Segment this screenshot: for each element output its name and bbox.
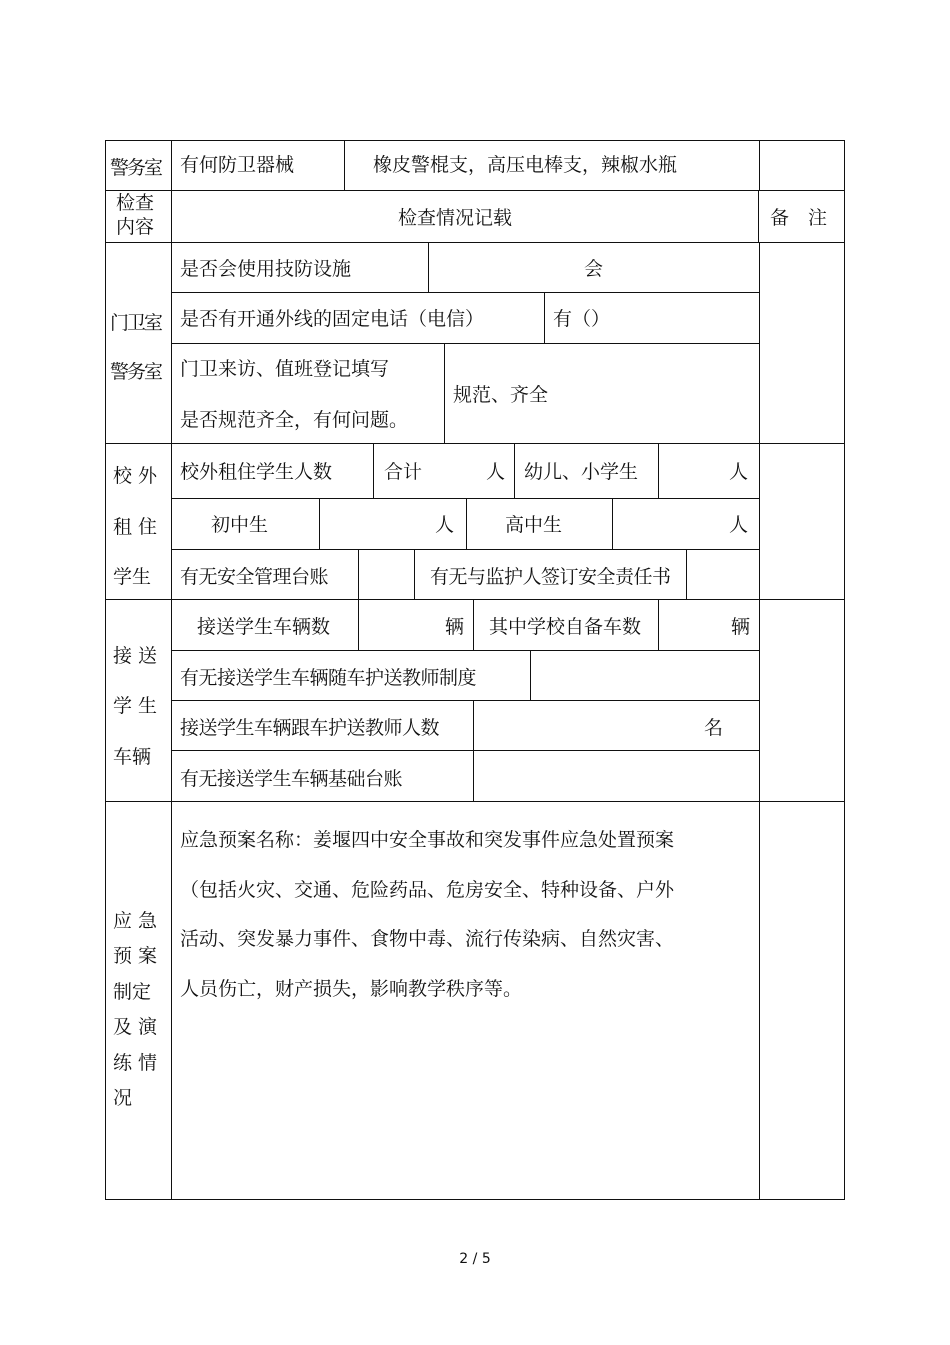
label-vehicles-line2: 学 生 (113, 695, 158, 717)
col-line (530, 650, 531, 701)
label-vehicles-line3: 车辆 (113, 746, 152, 768)
header-record: 检查情况记载 (398, 207, 513, 229)
col-line (344, 140, 345, 191)
label-police-room: 警务室 (110, 157, 162, 179)
label-offcampus-line3: 学生 (113, 566, 152, 588)
offcampus-primary-unit: 人 (729, 461, 749, 483)
row-line (105, 242, 845, 243)
question-escort-teacher-count: 接送学生车辆跟车护送教师人数 (180, 717, 440, 739)
offcampus-senior-label: 高中生 (505, 514, 563, 536)
subrow-line (172, 650, 759, 651)
col-line (758, 190, 759, 243)
emergency-plan-text (180, 816, 750, 1014)
label-gate-room: 门卫室 (110, 312, 162, 334)
header-content-line2: 内容 (116, 216, 155, 238)
col-line (473, 599, 474, 651)
question-offcampus-count: 校外租住学生人数 (180, 461, 333, 483)
escort-teacher-unit: 名 (704, 717, 724, 739)
answer-phone: 有（） (553, 308, 611, 330)
answer-tech-defense: 会 (584, 258, 604, 280)
answer-defense-equipment: 橡皮警棍支，高压电棒支，辣椒水瓶 (373, 154, 678, 176)
col-line (686, 549, 687, 600)
offcampus-total-label: 合计 (384, 461, 423, 483)
col-line (759, 242, 760, 1200)
question-register-line1: 门卫来访、值班登记填写 (180, 358, 390, 380)
subrow-line (172, 700, 759, 701)
label-offcampus-line1: 校 外 (113, 465, 158, 487)
row-line (105, 801, 845, 802)
col-line (428, 242, 429, 293)
emergency-plan-line: 活动、突发暴力事件、食物中毒、流行传染病、自然灾害、 (180, 928, 675, 950)
subrow-line (172, 343, 759, 344)
offcampus-primary-label: 幼儿、小学生 (524, 461, 639, 483)
col-line (319, 498, 320, 550)
subrow-line (172, 292, 759, 293)
answer-register: 规范、齐全 (453, 384, 549, 406)
label-vehicles-line1: 接 送 (113, 645, 158, 667)
question-defense-equipment: 有何防卫器械 (180, 154, 295, 176)
question-vehicle-count: 接送学生车辆数 (197, 616, 331, 638)
col-line (171, 140, 172, 1200)
col-line (658, 599, 659, 651)
header-content-line1: 检查 (116, 192, 155, 214)
offcampus-senior-unit: 人 (729, 514, 749, 536)
header-remarks: 备 注 (770, 207, 828, 229)
row-line (105, 443, 845, 444)
col-line (759, 140, 760, 191)
label-emergency-line5: 练 情 (113, 1052, 158, 1074)
col-line (414, 549, 415, 600)
label-emergency-line4: 及 演 (113, 1016, 158, 1038)
page-current: 2 (459, 1251, 469, 1267)
label-emergency-line2: 预 案 (113, 945, 158, 967)
col-line (466, 498, 467, 550)
label-emergency-line1: 应 急 (113, 910, 158, 932)
vehicle-count-unit: 辆 (445, 616, 465, 638)
offcampus-total-unit: 人 (486, 461, 506, 483)
col-line (444, 343, 445, 444)
label-emergency-line6: 况 (113, 1087, 133, 1109)
col-line (358, 549, 359, 600)
label-emergency-line3: 制定 (113, 981, 152, 1003)
emergency-plan-line: （包括火灾、交通、危险药品、危房安全、特种设备、户外 (180, 878, 675, 901)
question-phone: 是否有开通外线的固定电话（电信） (180, 308, 485, 330)
school-vehicle-count-unit: 辆 (731, 616, 751, 638)
label-offcampus-line2: 租 住 (113, 516, 158, 538)
offcampus-junior-unit: 人 (435, 514, 455, 536)
question-safety-ledger: 有无安全管理台账 (180, 566, 329, 588)
question-guardian-agreement: 有无与监护人签订安全责任书 (430, 566, 671, 588)
emergency-plan-line: 应急预案名称：姜堰四中安全事故和突发事件应急处置预案 (180, 829, 675, 851)
page-separator: / (472, 1251, 478, 1267)
page-number (0, 1251, 950, 1267)
col-line (658, 443, 659, 499)
question-tech-defense: 是否会使用技防设施 (180, 258, 352, 280)
offcampus-junior-label: 初中生 (211, 514, 269, 536)
emergency-plan-line: 人员伤亡，财产损失，影响教学秩序等。 (180, 977, 523, 1000)
col-line (373, 443, 374, 499)
col-line (612, 498, 613, 550)
col-line (514, 443, 515, 499)
row-line (105, 599, 845, 600)
col-line (544, 292, 545, 344)
col-line (358, 599, 359, 651)
question-vehicle-ledger: 有无接送学生车辆基础台账 (180, 768, 403, 790)
question-school-vehicle-count: 其中学校自备车数 (489, 616, 642, 638)
subrow-line (172, 750, 759, 751)
label-police-room-2: 警务室 (110, 361, 162, 383)
question-escort-system: 有无接送学生车辆随车护送教师制度 (180, 667, 477, 689)
col-line (473, 700, 474, 801)
question-register-line2: 是否规范齐全，有何问题。 (180, 409, 409, 431)
page-total: 5 (481, 1251, 491, 1267)
row-line (105, 190, 845, 191)
